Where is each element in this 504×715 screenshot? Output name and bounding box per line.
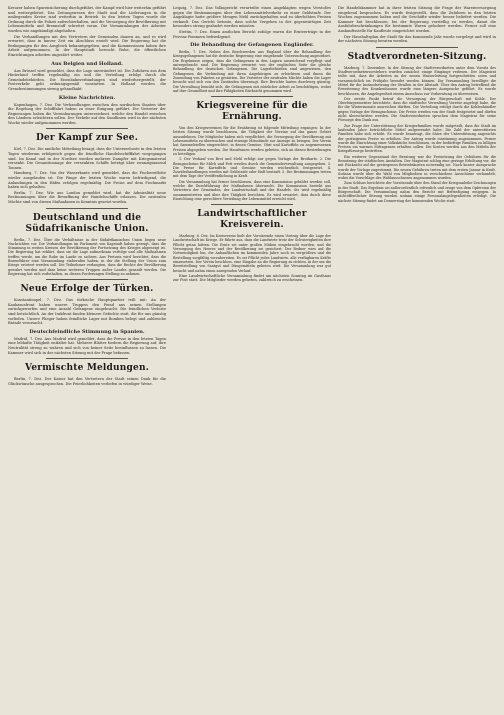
column-right bbox=[338, 6, 496, 709]
article-paragraph: Marburg, 6. Dez. Im Kreisverein hielt der Vorsitzende einen Vortrag über die Lage der Landwirtschaft im Kriege. Er führte aus, dass die Landwirte trotz der Schwierigkeiten ihre Pflicht getan hätten. Die Ernte sei unter großen Mühen eingebracht worden, und die Versorgung des Heeres und der Bevölkerung sei gesichert. Der Redner wies auf die Notwendigkeit hin, die Anbauflächen im kommenden Jahre noch zu vergrößern und die Bestellung sorgfältig vorzubereiten. Es sei Pflicht jedes Landwirts, alle verfügbaren Kräfte einzusetzen. Der Verein beschloss, eine Eingabe an die Regierung zu richten, in der um die Bereitstellung von Saatgut und Düngemitteln gebeten wird. Die Versammlung war gut besucht und nahm einen anregenden Verlauf. bbox=[173, 234, 331, 273]
article-paragraph: Der zweite Punkt betraf die Versorgung der Bürgerschaft mit Kohle. Der Oberbürgermeister berichtete, dass die städtische Verwaltung Vorräte angelegt habe, die für die Wintermonate ausreichen dürften. Die Verteilung erfolgt durch die Kohlenhändler gegen Vorlage der Bezugsscheine. Die Preise werden von der Stadt festgesetzt und dürfen nicht überschritten werden. Die Stadtverordneten sprachen dem Magistrat für seine Fürsorge den Dank aus. bbox=[338, 96, 496, 123]
article-paragraph: Zum Schluss berichtete der Vorsitzende über den Stand der Kriegsanleihe-Zeichnungen in der Stadt. Das Ergebnis sei außerordentlich erfreulich und zeuge von dem Opfersinn der Bürgerschaft. Die Versammlung nahm den Bericht mit Befriedigung entgegen. In nichtöffentlicher Sitzung wurden sodann einige Personalangelegenheiten erledigt. Die nächste Sitzung findet am Donnerstag der kommenden Woche statt. bbox=[338, 181, 496, 203]
section-subheading: Die Behandlung der Gefangenen Engländer. bbox=[190, 42, 314, 49]
article-paragraph: Kopenhagen, 7. Dez. Die Verhandlungen zwischen den nordischen Staaten über die Regelung der Schifffahrt haben zu einer Einigung geführt. Die Vertreter der Regierungen haben die Vereinbarungen unterzeichnet, welche den Handel zwischen den Ländern erleichtern sollen. Der Verkehr auf den Sundlinien wird in der nächsten Woche wieder aufgenommen werden. bbox=[8, 102, 166, 125]
section-heading: Kriegsvereine für die Ernährung. bbox=[196, 101, 308, 123]
column-middle bbox=[173, 6, 331, 709]
article-paragraph: Leipzig, 7. Dez. Das Volksgericht verurteilte einen Angeklagten wegen Verstoßes gegen die Bestimmungen über den Lebensmittelverkehr zu einer Geldstrafe. Der Angeklagte hatte größere Mengen Mehl zurückgehalten und zu überhöhten Preisen verkauft. Das Gericht betonte, dass solche Vergehen in der gegenwärtigen Zeit besonders streng geahndet werden müssten. bbox=[173, 6, 331, 29]
article-paragraph: Aus Brüssel wird gemeldet, dass die Lage unverändert ist. Die Zufuhren aus dem Hinterland treffen regelmäßig ein und die Verteilung erfolgt durch die Gemeindebehörden. Die Eisenbahnverbindungen sind wiederhergestellt, der Postverkehr geht ordnungsgemäß vonstatten. In Holland werden die Grenzbestimmungen streng gehandhabt. bbox=[8, 68, 166, 91]
article-paragraph: Stettin, 7. Dez. Einen amtlichen Bericht zufolge waren die Ernteerträge in der Provinz Pommern befriedigend. bbox=[173, 29, 331, 39]
section-heading: Vermischte Meldungen. bbox=[24, 363, 150, 374]
section-subheading: Deutschfeindliche Stimmung in Spanien. bbox=[29, 328, 145, 335]
divider bbox=[46, 128, 128, 129]
article-paragraph: Der Haushaltsplan der Stadt für das kommende Jahr wurde vorgelegt und wird in der nächsten Sitzung beraten werden. bbox=[338, 34, 496, 44]
article-paragraph: Die Verhandlungen mit den Vertretern der Gemeinden dauern an, und es wird erwartet, dass in kurzer Zeit ein Abschluss erzielt wird. Die Regierung hat die Bedingungen für den Ausgleich bekanntgegeben, und die Kommissionen haben ihre Arbeit aufgenommen. In der Hauptstadt herrscht Ruhe, die öffentlichen Einrichtungen arbeiten ungestört weiter. bbox=[8, 34, 166, 57]
article-paragraph: 1. Der Verkauf von Brot und Mehl erfolgt nur gegen Vorlage der Brotkarte. 2. Die Bezugsscheine für Milch und Fett werden durch die Gemeindeverwaltung ausgegeben. 3. Die Preise für Kartoffeln und Gemüse werden wöchentlich festgesetzt. 4. Zuwiderhandlungen werden mit Geldstrafe oder Haft bestraft. 5. Die Bestimmungen treten mit dem Tage der Veröffentlichung in Kraft. bbox=[173, 157, 331, 179]
article-paragraph: Kreuzer haben Spurensicherung durchgeführt, der Kampf wird hier weiterhin geführt und weitergeleitet. Das Zeitungswesen der Stadt und die Lieferungen in die umliegenden Kreise sind weiterhin in Betrieb. In den letzten Tagen wurde die Ordnung durch die Polizei aufrechterhalten, und die Versorgung der Bevölkerung mit Lebensmitteln und Brennstoff schreitet voran. Die Versammlungen der Arbeiter wurden wie angekündigt abgehalten. bbox=[8, 6, 166, 33]
article-paragraph: Kiel, 7. Dez. Die amtliche Mitteilung besagt, dass die Unterseeboote in den letzten Tagen wiederum erfolgreich gegen die feindliche Handelsschifffahrt vorgegangen sind. Im Kanal und in der Nordsee wurden mehrere Dampfer mit Kriegsmaterial versenkt. Die Gesamttonnage der versenkten Schiffe beträgt über zwanzigtausend Tonnen. bbox=[8, 147, 166, 170]
article-paragraph: Berlin, 7. Dez. Über die Verhältnisse in der Südafrikanischen Union liegen neue Nachrichten vor. Die Verhandlungen im Parlament von Kapstadt haben gezeigt, dass die Stimmung in weiten Kreisen der Bevölkerung der Fortsetzung des Krieges abgeneigt ist. Die Regierung hat erklärt, dass sie die Lage aufmerksam verfolge und alle Maßnahmen treffen werde, um die Ruhe im Lande zu sichern. Aus Pretoria wird berichtet, dass die Burenführer eine Versammlung einberufen haben, in der die Stellung der Union zum Kriege erörtert werden soll. Die Teilnehmer verlangten, dass die Rechte der Bevölkerung gewahrt werden und dass keine weiteren Truppen außer Landes gesandt werden. Die Regierung hat sich vorbehalten, zu diesen Forderungen Stellung zu nehmen. bbox=[8, 237, 166, 276]
divider bbox=[46, 279, 128, 280]
divider bbox=[211, 96, 293, 97]
section-heading: Stadtverordneten-Sitzung. bbox=[347, 51, 487, 62]
article-paragraph: Berlin, 7. Dez. Wie aus London gemeldet wird, hat die Admiralität neue Bestimmungen über die Bewaffnung der Handelsschiffe erlassen. Die neutralen Mächte sind von diesen Maßnahmen in Kenntnis gesetzt worden. bbox=[8, 190, 166, 204]
section-heading: Landwirtschaftlicher Kreisverein. bbox=[197, 209, 307, 231]
article-paragraph: Von den Kriegsvereinen für die Ernährung ist folgende Mitteilung ergangen: In der letzten Sitzung wurde beschlossen, die Tätigkeit der Vereine auf das ganze Gebiet auszudehnen. Die Mitglieder haben sich verpflichtet, die Versorgung der Bevölkerung mit Lebensmitteln zu überwachen und etwaige Missstände zur Anzeige zu bringen. Der Verein hat Sammelstellen eingerichtet, in denen Gemüse, Obst und Kartoffeln zu angemessenen Preisen abgegeben werden. Die Hausfrauen werden gebeten, sich an diesen Bestrebungen zu beteiligen. bbox=[173, 126, 331, 156]
section-subheading: Aus Belgien und Holland. bbox=[51, 60, 123, 67]
article-paragraph: Ein weiterer Gegenstand der Beratung war die Festsetzung der Gebühren für die Benutzung der städtischen Anstalten. Der Magistrat schlug eine geringe Erhöhung vor, die mit Rücksicht auf die gestiegenen Betriebskosten notwendig sei. Nach kurzer Aussprache wurde der Vorlage zugestimmt. Die neuen Gebühren treten mit dem ersten Januar in Kraft. Sodann wurde über die Wahl von Mitgliedern in verschiedene Ausschüsse verhandelt, wobei die Vorschläge des Wahlausschusses angenommen wurden. bbox=[338, 154, 496, 181]
article-paragraph: Eine Landwirtschaftliche Versammlung findet am nächsten Sonntag im Gasthaus zur Post statt. Die Mitglieder werden gebeten, zahlreich zu erscheinen. bbox=[173, 273, 331, 283]
article-paragraph: Die Handelskammer hat in ihrer letzten Sitzung die Frage der Warenversorgung eingehend besprochen. Es wurde festgestellt, dass die Zufuhren in den letzten Wochen zugenommen haben und die Geschäfte wieder besser beliefert werden. Die Kammer hat beschlossen, bei der Regierung vorstellig zu werden, damit die Ausfuhrbeschränkungen für bestimmte Waren gelockert werden. Ferner soll eine Auskunftsstelle für Kaufleute eingerichtet werden. bbox=[338, 6, 496, 33]
divider bbox=[46, 358, 128, 359]
article-paragraph: Berlin, 7. Dez. Der Kaiser hat den Vertretern der Stadt seinen Dank für die Glückwünsche ausgesprochen. Die Feierlichkeiten verliefen in würdiger Weise. bbox=[8, 377, 166, 386]
divider bbox=[46, 208, 128, 209]
article-paragraph: Madrid, 7. Dez. Aus Madrid wird gemeldet, dass die Presse in den letzten Tagen eine lebhafte Tätigkeit entfaltet hat. Mehrere Blätter fordern die Regierung auf, ihre Neutralität streng zu wahren und sich von keiner Seite beeinflussen zu lassen. Die Kammer wird sich in der nächsten Sitzung mit der Frage befassen. bbox=[8, 336, 166, 355]
section-subheading: Kleine Nachrichten. bbox=[58, 94, 116, 101]
section-heading: Neue Erfolge der Türken. bbox=[20, 284, 154, 295]
article-paragraph: Konstantinopel, 7. Dez. Das türkische Hauptquartier teilt mit: An der Kaukasusfront haben unsere Truppen den Feind aus seinen Stellungen zurückgeworfen und eine Anzahl Gefangene eingebracht. Die feindlichen Verluste sind beträchtlich. An der Irakfront fanden kleinere Gefechte statt, die für uns günstig verliefen. Unsere Flieger haben feindliche Lager mit Bomben belegt und zahlreiche Brände verursacht. bbox=[8, 298, 166, 326]
column-left bbox=[8, 6, 166, 709]
section-heading: Deutschland und die Südafrikanische Union. bbox=[25, 212, 149, 234]
article-paragraph: Hamburg, 7. Dez. Von der Wasserkante wird gemeldet, dass die Fischereiflotte wieder ausgelaufen ist. Die Fänge der letzten Woche waren befriedigend, die Anlandungen in den Häfen erfolgen regelmäßig. Die Preise auf dem Fischmarkt haben sich gehalten. bbox=[8, 171, 166, 190]
article-paragraph: Die Versammlung hat ferner beschlossen, dass eine Kommission gebildet werden soll, welche die Durchführung der Maßnahmen überwacht. Die Kommission besteht aus Vertretern der Gemeinden, der Landwirtschaft und des Handels. Sie wird regelmäßig zusammentreten und über ihre Tätigkeit berichten. Es wird erwartet, dass durch diese Einrichtung eine gerechtere Verteilung der Lebensmittel erreicht wird. bbox=[173, 179, 331, 201]
section-heading: Der Kampf zur See. bbox=[35, 133, 139, 144]
divider bbox=[376, 47, 458, 48]
article-paragraph: Zur Frage der Unterstützung der Kriegerfamilien wurde mitgeteilt, dass die Stadt im laufenden Jahre beträchtliche Mittel aufgewendet habe. Die Zahl der unterstützten Familien habe sich erhöht. Es wurde beantragt, die Sätze der Unterstützung angesichts der gestiegenen Preise zu erhöhen. Der Antrag wurde einstimmig angenommen. Ferner wurde die Einrichtung einer Volksküche beschlossen, in der bedürftige Familien zu billigen Preisen ein warmes Mittagessen erhalten sollen. Die Kosten werden aus den Mitteln der Kriegsfürsorge bestritten. bbox=[338, 123, 496, 154]
article-paragraph: Marburg, 7. Dezember. In der Sitzung der Stadtverordneten unter dem Vorsitz des Stadtverordnetenvorstehers wurden zunächst einige Eingänge verlesen. Der Magistrat teilte mit, dass die Arbeiten an der neuen Wasserleitung fortgeschritten seien und voraussichtlich im Frühjahr beendet werden können. Die Versammlung bewilligte die Mittel für die Instandsetzung der Straßen in der Altstadt. Über den Antrag betreffend die Erweiterung des Krankenhauses wurde eine längere Aussprache geführt. Es wurde beschlossen, die Angelegenheit einem Ausschuss zur Vorberatung zu überweisen. bbox=[338, 65, 496, 96]
divider bbox=[211, 204, 293, 205]
article-paragraph: Berlin, 7. Dez. Neben den Beschwerden aus England über die Behandlung der Kriegsgefangenen hat die deutsche Regierung eine eingehende Untersuchung angeordnet. Die Ergebnisse zeigen, dass die Gefangenen in den Lagern ausreichend verpflegt und untergebracht sind. Die Regierung erwartet von der englischen Seite die gleiche Behandlung der deutschen Gefangenen. Die Lagerbehörden sind angewiesen, den Gefangenen die Verbindung mit ihren Angehörigen zu erleichtern und ihnen die Zusendung von Paketen zu gestatten. Die Vertreter der neutralen Mächte haben die Lager besucht und sich von den Zuständen überzeugt. Ihre Berichte lauten durchweg günstig. Die Verwaltung bemüht sich, die Gefangenen mit nützlicher Arbeit zu beschäftigen, wobei auf ihre Gesundheit und ihre Fähigkeiten Rücksicht genommen wird. bbox=[173, 50, 331, 93]
